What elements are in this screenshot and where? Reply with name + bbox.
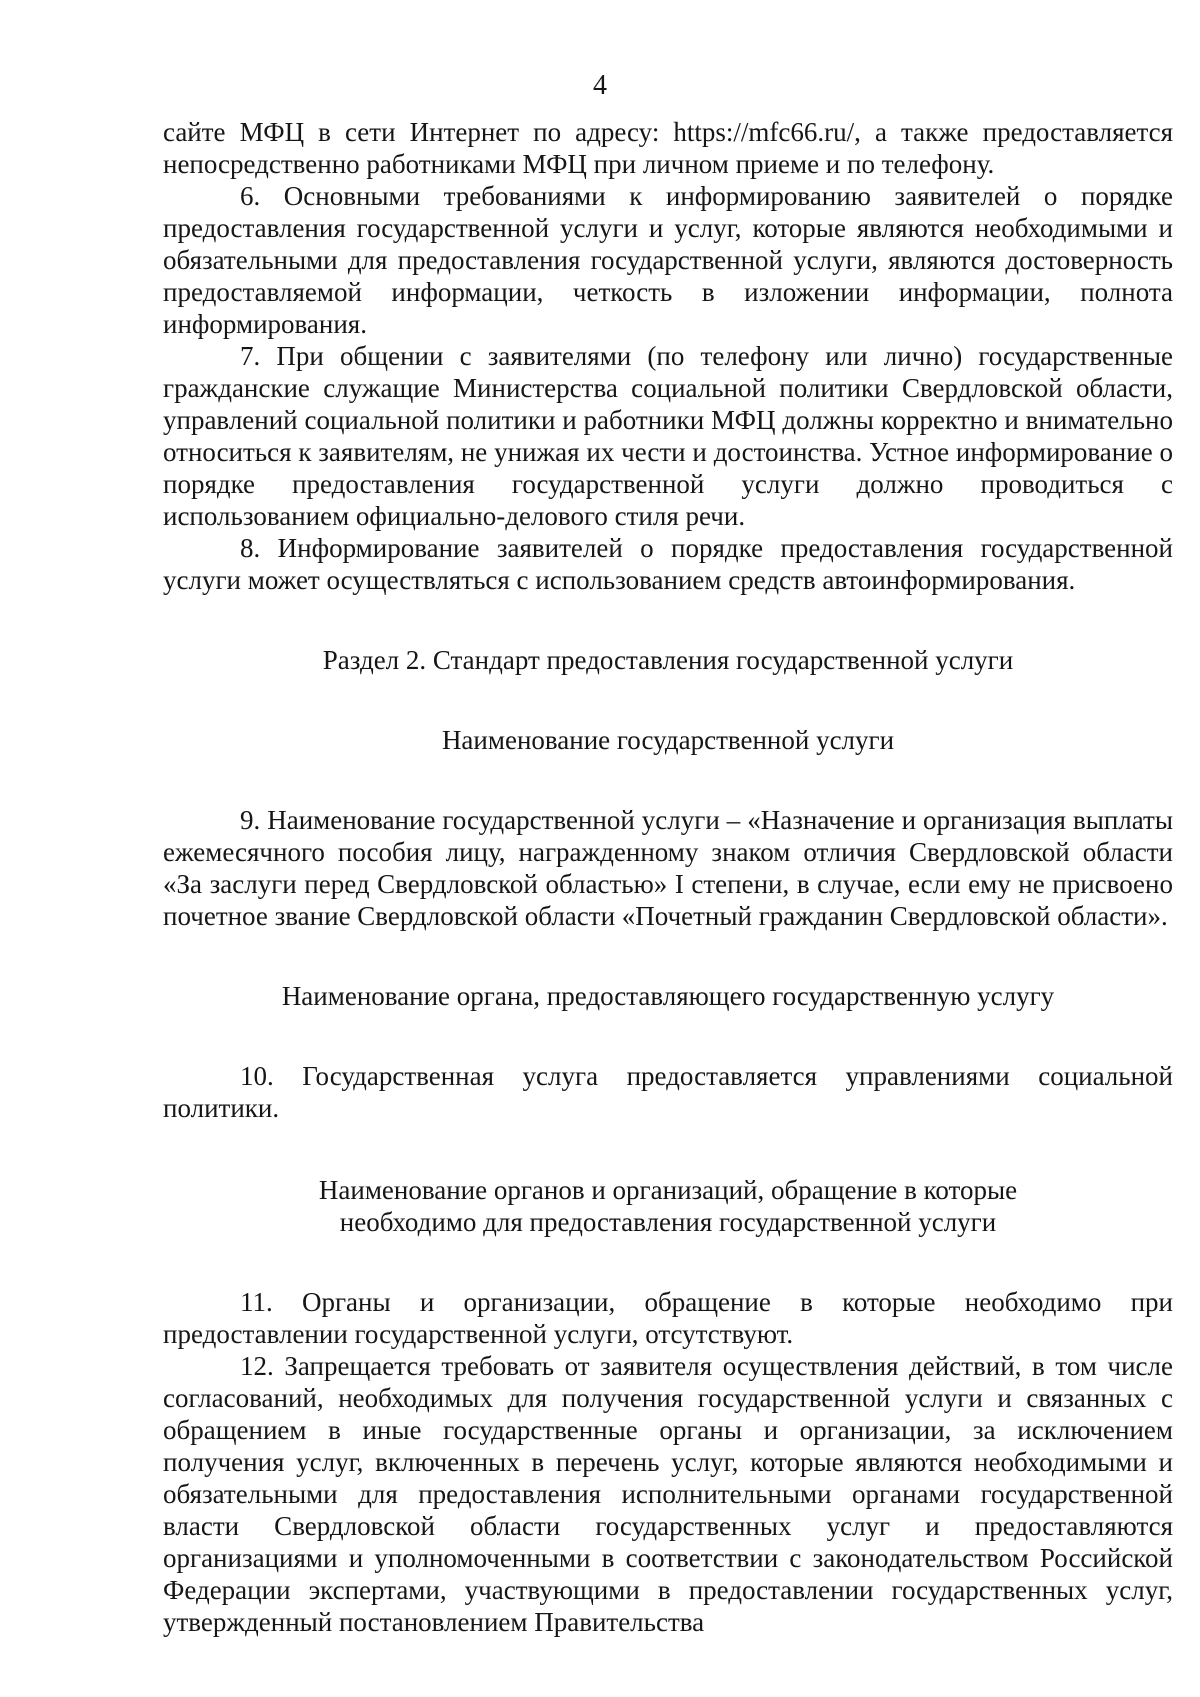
paragraph-continuation: сайте МФЦ в сети Интернет по адресу: https://mfc66.ru/, а также предоставляется непосредственно работниками МФЦ при личном приеме и по телефону. — [163, 117, 1173, 179]
page-number: 4 — [593, 70, 607, 101]
spacer — [163, 1124, 1173, 1174]
spacer — [163, 1238, 1173, 1286]
paragraph-8: 8. Информирование заявителей о порядке предоставления государственной услуги может осуществляться с использованием средств автоинформирования. — [163, 533, 1173, 595]
page-content — [163, 116, 1173, 1638]
spacer — [163, 1012, 1173, 1060]
section-2-heading: Раздел 2. Стандарт предоставления государственной услуги — [322, 645, 1014, 675]
paragraph-6: 6. Основными требованиями к информированию заявителей о порядке предоставления государственной услуги и услуг, которые являются необходимыми и обязательными для предоставления государственной услуги, являются достоверность предоставляемой информации, четкость в изложении информации, полнота информирования. — [163, 181, 1173, 339]
paragraph-11: 11. Органы и организации, обращение в которые необходимо при предоставлении государственной услуги, отсутствуют. — [163, 1287, 1173, 1349]
paragraph-7: 7. При общении с заявителями (по телефону или лично) государственные гражданские служащие Министерства социальной политики Свердловской области, управлений социальной политики и работники МФЦ должны корректно и внимательно относиться к заявителям, не унижая их чести и достоинства. Устное информирование о порядке предоставления государственной услуги должно проводиться с использованием официально-делового стиля речи. — [163, 341, 1173, 531]
organizations-heading-line-1: Наименование органов и организаций, обращение в которые — [318, 1175, 1018, 1205]
service-name-heading: Наименование государственной услуги — [441, 725, 895, 755]
spacer — [163, 756, 1173, 804]
authority-name-heading: Наименование органа, предоставляющего государственную услугу — [281, 981, 1055, 1011]
organizations-heading-line-2: необходимо для предоставления государственной услуги — [339, 1207, 997, 1237]
spacer — [163, 596, 1173, 644]
paragraph-12: 12. Запрещается требовать от заявителя осуществления действий, в том числе согласований, необходимых для получения государственной услуги и связанных с обращением в иные государственные органы и организации, за исключением получения услуг, включенных в перечень услуг, которые являются необходимыми и обязательными для предоставления исполнительными органами государственной власти Свердловской области государственных услуг и предоставляются организациями и уполномоченными в соответствии с законодательством Российской Федерации экспертами, участвующими в предоставлении государственных услуг, утвержденный постановлением Правительства — [163, 1351, 1173, 1637]
spacer — [163, 932, 1173, 980]
paragraph-9: 9. Наименование государственной услуги – «Назначение и организация выплаты ежемесячного пособия лицу, награжденному знаком отличия Свердловской области «За заслуги перед Свердловской областью» I степени, в случае, если ему не присвоено почетное звание Свердловской области «Почетный гражданин Свердловской области». — [163, 805, 1173, 931]
paragraph-10: 10. Государственная услуга предоставляется управлениями социальной политики. — [163, 1061, 1173, 1123]
spacer — [163, 676, 1173, 724]
